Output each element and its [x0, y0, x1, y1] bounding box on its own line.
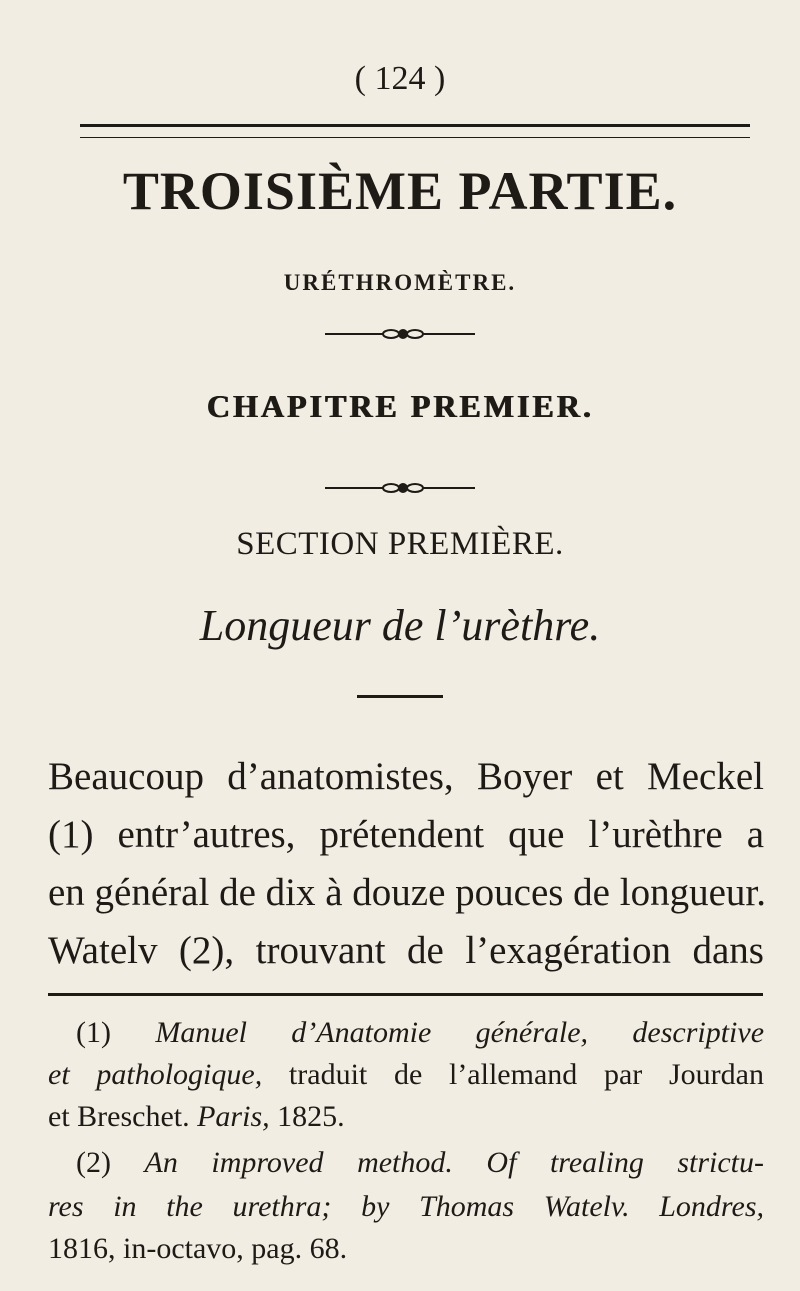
footnote-1-mark: (1) — [76, 1016, 111, 1049]
body-line: (1) entr’autres, prétendent que l’urèthre a — [48, 813, 764, 856]
short-divider — [357, 695, 443, 698]
body-line: en général de dix à douze pouces de longueur. — [48, 871, 766, 914]
body-line: Watelv (2), trouvant de l’exagération dans — [48, 929, 764, 972]
footnote-rule — [48, 993, 763, 996]
footnote-1-authors: et Breschet. — [48, 1100, 190, 1133]
footnote-2-line: res in the urethra; by Thomas Watelv. Londres, — [48, 1190, 764, 1223]
footnote-2-line — [76, 1146, 764, 1180]
footnote-1-line — [48, 1058, 764, 1092]
footnote-2-mark: (2) — [76, 1146, 111, 1179]
footnote-1-place: Paris, — [197, 1100, 270, 1133]
chapter-heading: CHAPITRE PREMIER. — [206, 388, 594, 424]
ornament-divider-top — [325, 326, 475, 342]
footnote-1-line — [76, 1016, 764, 1050]
footnote-1-line — [48, 1100, 764, 1134]
ornament-divider-bottom — [325, 480, 475, 496]
subtitle: URÉTHROMÈTRE. — [283, 270, 517, 295]
footnote-2-line: 1816, in-octavo, pag. 68. — [48, 1232, 348, 1265]
footnote-1-subtitle: et pathologique, — [48, 1058, 263, 1091]
topic-heading: Longueur de l’urèthre. — [199, 601, 601, 650]
part-title: TROISIÈME PARTIE. — [122, 161, 678, 221]
footnote-1-year: 1825. — [277, 1100, 345, 1133]
section-heading: SECTION PREMIÈRE. — [236, 526, 564, 562]
body-line: Beaucoup d’anatomistes, Boyer et Meckel — [48, 755, 764, 798]
footnote-1-title: Manuel d’Anatomie générale, descriptive — [155, 1016, 765, 1049]
footnote-1-translation: traduit de l’allemand par Jourdan — [288, 1058, 764, 1091]
header-double-rule — [80, 124, 750, 138]
page-number: ( 124 ) — [354, 60, 446, 97]
footnote-2-title: An improved method. Of trealing strictu- — [144, 1146, 765, 1179]
